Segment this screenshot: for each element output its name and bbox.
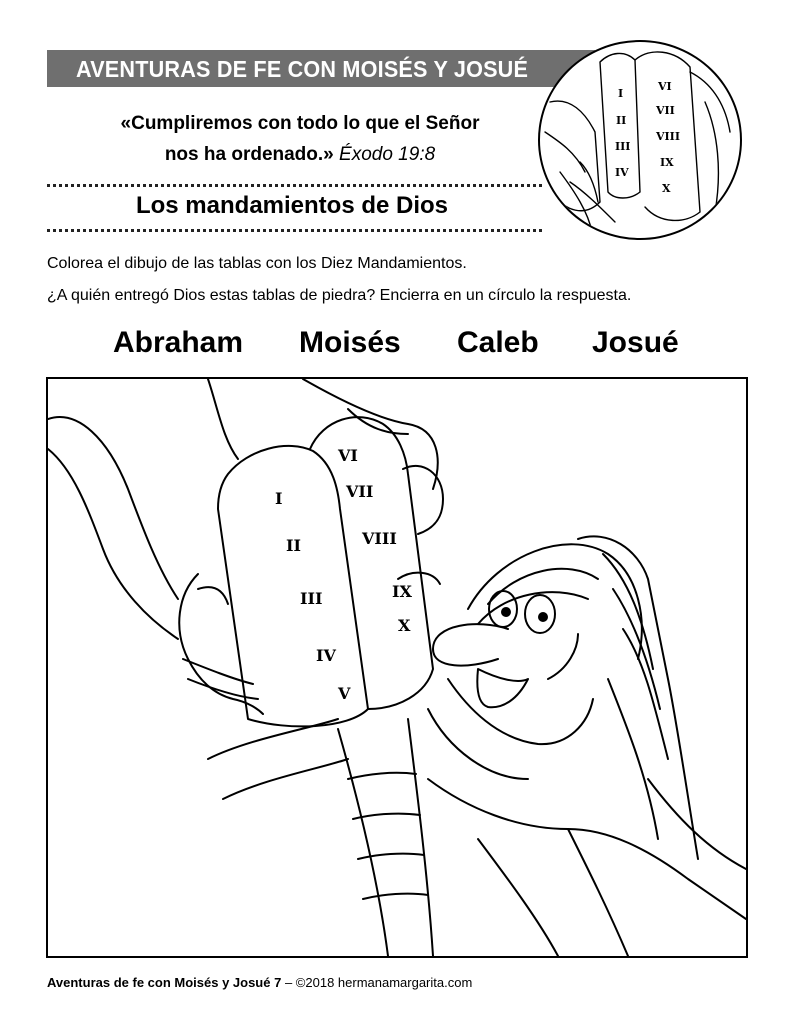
quote-text: nos ha ordenado.» bbox=[164, 144, 334, 165]
moses-tablets-icon bbox=[48, 379, 746, 956]
answer-josue[interactable]: Josué bbox=[592, 326, 679, 359]
thumbnail-illustration bbox=[538, 40, 742, 240]
numeral-viii: VIII bbox=[656, 130, 680, 143]
section-title: Los mandamientos de Dios bbox=[135, 192, 449, 219]
numeral-x: X bbox=[662, 182, 671, 195]
answer-caleb[interactable]: Caleb bbox=[457, 326, 539, 359]
numeral-vi: VI bbox=[658, 80, 672, 93]
instruction-question: ¿A quién entregó Dios estas tablas de piedra? Encierra en un círculo la respuesta. bbox=[47, 287, 632, 304]
tablets-thumbnail-icon bbox=[540, 42, 740, 238]
quote-reference: Éxodo 19:8 bbox=[339, 144, 436, 165]
dotted-divider-top bbox=[47, 184, 542, 187]
numeral-iv: IV bbox=[615, 166, 629, 179]
answer-moises[interactable]: Moisés bbox=[299, 326, 401, 359]
right-numeral-7: VII bbox=[346, 482, 374, 501]
numeral-iii: III bbox=[615, 140, 631, 153]
left-numeral-3: III bbox=[300, 589, 323, 608]
left-numeral-1: I bbox=[275, 489, 283, 508]
bible-quote bbox=[60, 108, 540, 170]
numeral-ii: II bbox=[616, 114, 627, 127]
page-footer bbox=[47, 975, 472, 991]
numeral-vii: VII bbox=[656, 104, 675, 117]
footer-title: Aventuras de fe con Moisés y Josué 7 bbox=[47, 975, 282, 990]
left-numeral-2: II bbox=[286, 536, 301, 555]
right-numeral-10: X bbox=[398, 616, 411, 635]
coloring-frame[interactable] bbox=[46, 377, 748, 958]
answer-abraham[interactable]: Abraham bbox=[113, 326, 244, 359]
right-numeral-8: VIII bbox=[362, 529, 397, 548]
left-numeral-4: IV bbox=[316, 646, 336, 665]
dotted-divider-bottom bbox=[47, 229, 542, 232]
quote-line-2 bbox=[60, 139, 540, 170]
instruction-color: Colorea el dibujo de las tablas con los Diez Mandamientos. bbox=[47, 255, 467, 272]
left-numeral-5: V bbox=[338, 684, 351, 703]
quote-line-1: «Cumpliremos con todo lo que el Señor bbox=[120, 113, 480, 134]
banner-title: AVENTURAS DE FE CON MOISÉS Y JOSUÉ bbox=[76, 56, 529, 82]
numeral-ix: IX bbox=[660, 156, 674, 169]
numeral-i: I bbox=[618, 87, 624, 100]
right-numeral-9: IX bbox=[392, 582, 412, 601]
footer-copyright: – ©2018 hermanamargarita.com bbox=[284, 975, 473, 990]
right-numeral-6: VI bbox=[338, 446, 358, 465]
